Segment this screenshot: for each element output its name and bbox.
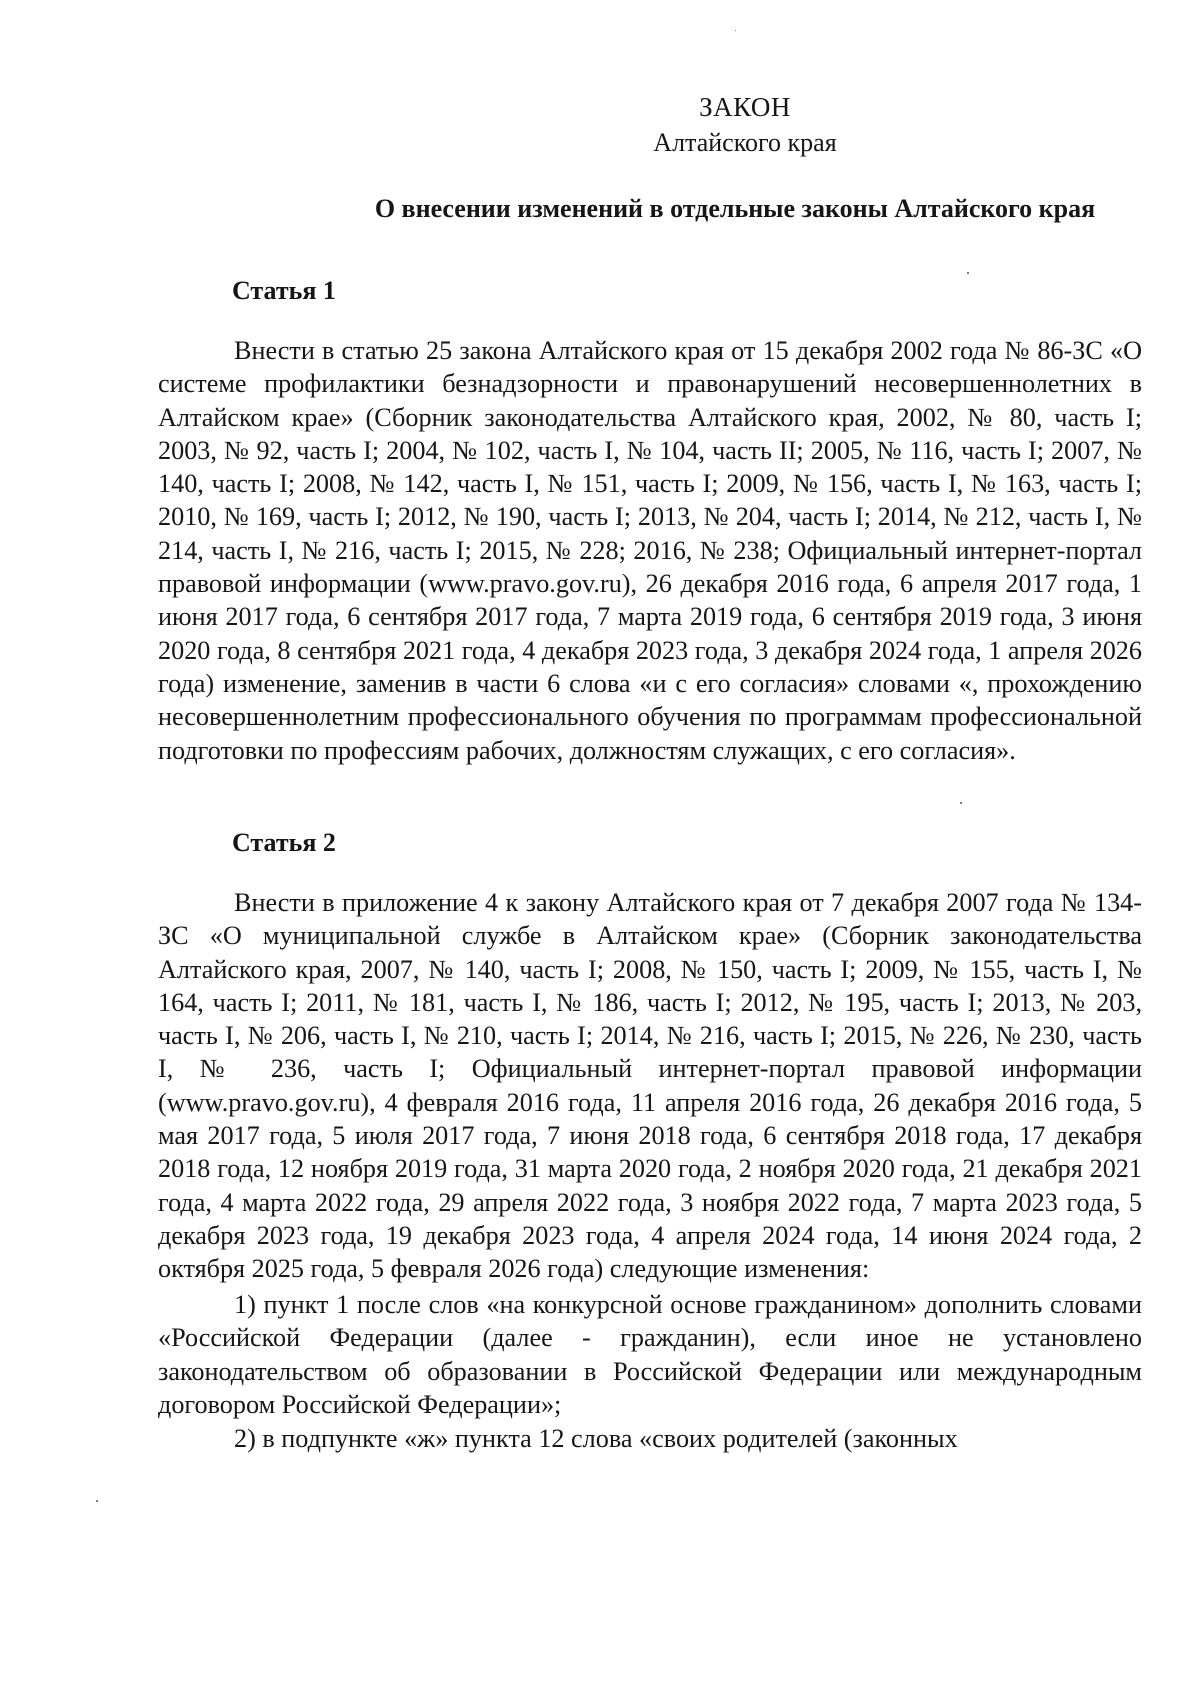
law-region: Алтайского края <box>653 128 837 157</box>
scan-speck <box>967 272 969 274</box>
law-title: ЗАКОН <box>699 92 791 122</box>
scan-speck <box>735 30 736 31</box>
scan-speck <box>960 802 962 804</box>
article-2-item-2: 2) в подпункте «ж» пункта 12 слова «своих родителей (законных <box>234 1424 958 1453</box>
article-2-item-1: 1) пункт 1 после слов «на конкурсной основе гражданином» дополнить словами «Российской Федерации (далее - гражданин), если иное не установлено законодательством об образовании в Российской Федерации или международным договором Российской Федерации»; <box>158 1290 1142 1419</box>
article-1-paragraph: Внести в статью 25 закона Алтайского края от 15 декабря 2002 года № 86-ЗС «О системе профилактики безнадзорности и правонарушений несовершеннолетних в Алтайском крае» (Сборник законодательства Алтайского края, 2002, № 80, часть I; 2003, № 92, часть I; 2004, № 102, часть I, № 104, часть II; 2005, № 116, часть I; 2007, № 140, часть I; 2008, № 142, часть I, № 151, часть I; 2009, № 156, часть I, № 163, часть I; 2010, № 169, часть I; 2012, № 190, часть I; 2013, № 204, часть I; 2014, № 212, часть I, № 214, часть I, № 216, часть I; 2015, № 228; 2016, № 238; Официальный интернет-портал правовой информации (www.pravo.gov.ru), 26 декабря 2016 года, 6 апреля 2017 года, 1 июня 2017 года, 6 сентября 2017 года, 7 марта 2019 года, 6 сентября 2019 года, 3 июня 2020 года, 8 сентября 2021 года, 4 декабря 2023 года, 3 декабря 2024 года, 1 апреля 2026 года) изменение, заменив в части 6 слова «и с его согласия» словами «, прохождению несовершеннолетним профессионального обучения по программам профессиональной подготовки по профессиям рабочих, должностям служащих, с его согласия». <box>158 336 1142 765</box>
article-1-heading: Статья 1 <box>232 276 336 305</box>
article-2-intro-paragraph: Внести в приложение 4 к закону Алтайского края от 7 декабря 2007 года № 134-ЗС «О муниципальной службе в Алтайском крае» (Сборник законодательства Алтайского края, 2007, № 140, часть I; 2008, № 150, часть I; 2009, № 155, часть I, № 164, часть I; 2011, № 181, часть I, № 186, часть I; 2012, № 195, часть I; 2013, № 203, часть I, № 206, часть I, № 210, часть I; 2014, № 216, часть I; 2015, № 226, № 230, часть I, № 236, часть I; Официальный интернет-портал правовой информации (www.pravo.gov.ru), 4 февраля 2016 года, 11 апреля 2016 года, 26 декабря 2016 года, 5 мая 2017 года, 5 июля 2017 года, 7 июня 2018 года, 6 сентября 2018 года, 17 декабря 2018 года, 12 ноября 2019 года, 31 марта 2020 года, 2 ноября 2020 года, 21 декабря 2021 года, 4 марта 2022 года, 29 апреля 2022 года, 3 ноября 2022 года, 7 марта 2023 года, 5 декабря 2023 года, 19 декабря 2023 года, 4 апреля 2024 года, 14 июня 2024 года, 2 октября 2025 года, 5 февраля 2026 года) следующие изменения: <box>158 888 1142 1284</box>
scan-speck <box>96 1500 98 1502</box>
article-2-heading: Статья 2 <box>232 828 336 857</box>
law-subject: О внесении изменений в отдельные законы Алтайского края <box>374 194 1096 223</box>
